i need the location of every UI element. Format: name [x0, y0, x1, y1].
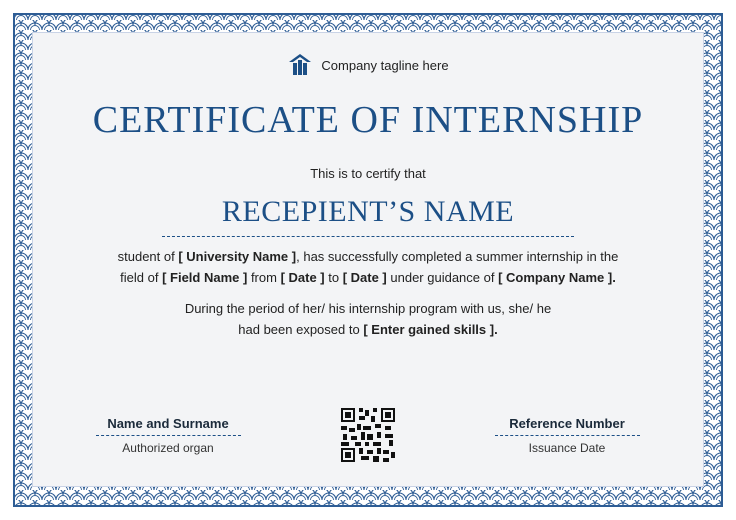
reference-number-label: Reference Number — [509, 416, 625, 431]
completion-paragraph: student of [ University Name ], has successfully completed a summer internship in the field of [ Field Name ] from [ Date ] to [ Date ] under guidance of [ Company Name ]. — [117, 249, 619, 285]
reference-underline — [495, 435, 640, 436]
recipient-name: RECEPIENT’S NAME — [221, 195, 515, 228]
certificate-title: CERTIFICATE OF INTERNSHIP — [92, 99, 644, 141]
intro-text: This is to certify that — [310, 166, 426, 181]
date-from-placeholder: [ Date ] — [280, 270, 325, 285]
recipient-underline — [162, 236, 574, 237]
skills-paragraph: During the period of her/ his internship program with us, she/ he had been exposed to [ Enter gained skills ]. — [184, 301, 552, 337]
university-placeholder: [ University Name ] — [178, 249, 297, 264]
signatory-name: Name and Surname — [107, 416, 229, 431]
skills-placeholder: [ Enter gained skills ] — [363, 322, 495, 337]
signatory-underline — [96, 435, 241, 436]
company-tagline: Company tagline here — [321, 57, 449, 73]
company-logo-icon — [287, 52, 313, 78]
logo-row — [0, 52, 736, 78]
signatory-role: Authorized organ — [122, 441, 214, 455]
field-placeholder: [ Field Name ] — [162, 270, 248, 285]
issuance-date-label: Issuance Date — [528, 441, 606, 455]
company-placeholder: [ Company Name ] — [498, 270, 613, 285]
date-to-placeholder: [ Date ] — [342, 270, 387, 285]
qr-code-icon — [341, 408, 395, 462]
